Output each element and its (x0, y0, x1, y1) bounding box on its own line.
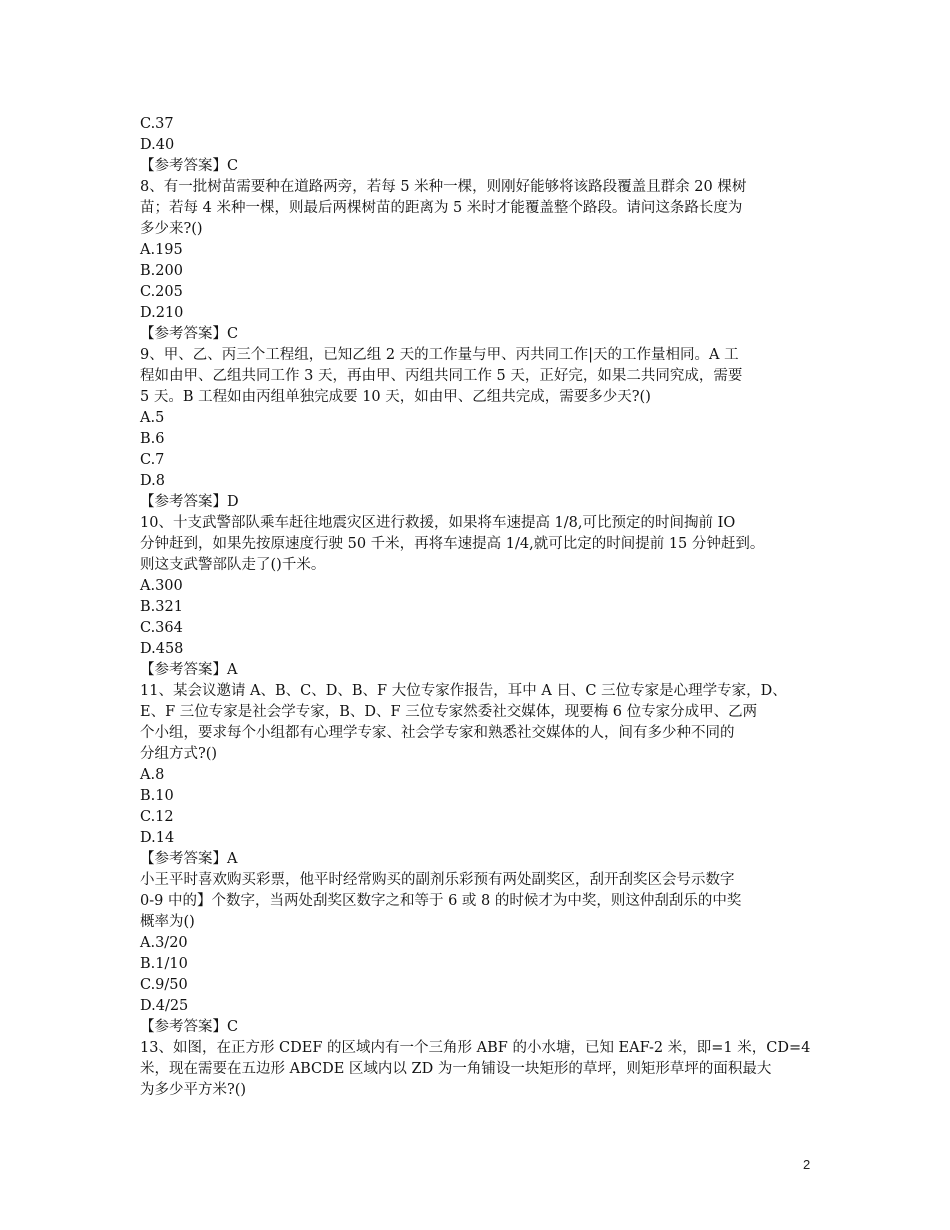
text-line: D.40 (140, 137, 175, 153)
text-line: D.458 (140, 641, 184, 657)
text-line: C.364 (140, 620, 183, 636)
text-line: 概率为() (140, 914, 195, 930)
text-line: D.14 (140, 830, 175, 846)
text-line: 【参考答案】C (140, 1019, 239, 1035)
text-line: B.200 (140, 263, 183, 279)
text-line: A.195 (140, 242, 183, 258)
text-line: 0-9 中的】个数字，当两处刮奖区数字之和等于 6 或 8 的时候才为中奖，则这仲刮刮乐的中奖 (140, 893, 742, 909)
text-line: D.210 (140, 305, 184, 321)
text-line: 则这支武警部队走了()千米。 (140, 557, 326, 573)
text-line: A.8 (140, 767, 165, 783)
text-line: 米，现在需要在五边形 ABCDE 区域内以 ZD 为一角铺设一块矩形的草坪，则矩形草坪的面积最大 (140, 1061, 772, 1077)
text-line: 8、有一批树苗需要种在道路两旁，若每 5 米种一棵，则刚好能够将该路段覆盖且群余 20 棵树 (140, 179, 747, 195)
text-line: A.3/20 (140, 935, 188, 951)
text-line: 个小组，要求每个小组都有心理学专家、社会学专家和熟悉社交媒体的人，间有多少种不同的 (140, 725, 735, 741)
text-line: 分钟赶到，如果先按原速度行驶 50 千米，再将车速提高 1/4,就可比定的时间提前 15 分钟赶到。 (140, 536, 765, 552)
text-line: 苗；若每 4 米种一棵，则最后两棵树苗的距离为 5 米时才能覆盖整个路段。请问这条路长度为 (140, 200, 743, 216)
text-line: 【参考答案】D (140, 494, 239, 510)
text-line: 多少来?() (140, 221, 203, 237)
text-line: 程如由甲、乙组共同工作 3 天，再由甲、丙组共同工作 5 天，正好完，如果二共同究成，需要 (140, 368, 743, 384)
text-line: 5 天。B 工程如由丙组单独完成要 10 天，如由甲、乙组共完成，需要多少天?() (140, 389, 651, 405)
text-line: 小王平时喜欢购买彩票，他平时经常购买的副剂乐彩预有两处副奖区，刮开刮奖区会号示数字 (140, 872, 735, 888)
text-line: D.8 (140, 473, 165, 489)
text-line: 【参考答案】C (140, 326, 239, 342)
text-line: 11、某会议邀请 A、B、C、D、B、F 大位专家作报告，耳中 A 日、C 三位专家是心理学专家，D、 (140, 683, 787, 699)
text-line: 【参考答案】A (140, 851, 238, 867)
text-line: C.12 (140, 809, 174, 825)
text-line: 为多少平方米?() (140, 1082, 247, 1098)
text-line: C.37 (140, 116, 174, 132)
text-line: 13、如图，在正方形 CDEF 的区域内有一个三角形 ABF 的小水塘，已知 EAF-2 米，即=1 米，CD=4 (140, 1040, 811, 1056)
text-line: B.321 (140, 599, 183, 615)
text-line: C.7 (140, 452, 165, 468)
text-line: C.205 (140, 284, 183, 300)
text-line: 【参考答案】A (140, 662, 238, 678)
text-line: 【参考答案】C (140, 158, 239, 174)
page-number: 2 (803, 1157, 811, 1172)
text-line: E、F 三位专家是社会学专家，B、D、F 三位专家然委社交媒体，现要梅 6 位专家分成甲、乙两 (140, 704, 758, 720)
text-line: C.9/50 (140, 977, 188, 993)
text-line: 9、甲、乙、丙三个工程组，已知乙组 2 天的工作量与甲、丙共同工作|天的工作量相同。A 工 (140, 347, 739, 363)
text-line: A.300 (140, 578, 183, 594)
text-line: B.6 (140, 431, 165, 447)
text-line: B.1/10 (140, 956, 188, 972)
text-line: 10、十支武警部队乘车赶往地震灾区进行救援，如果将车速提高 1/8,可比预定的时间掏前 IO (140, 515, 736, 531)
text-line: B.10 (140, 788, 174, 804)
text-line: 分组方式?() (140, 746, 218, 762)
text-line: A.5 (140, 410, 165, 426)
text-line: D.4/25 (140, 998, 189, 1014)
document-body (140, 114, 820, 1101)
